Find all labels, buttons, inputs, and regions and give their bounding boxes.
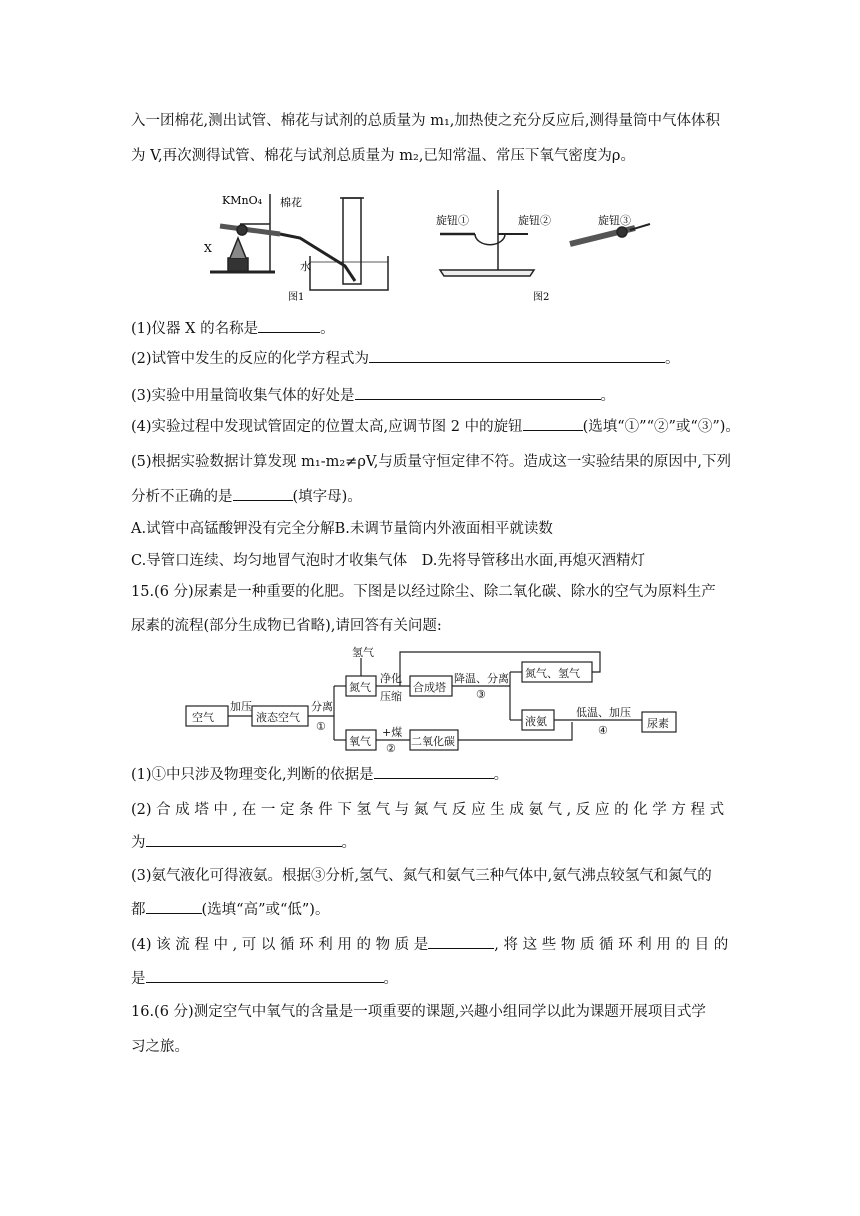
flow-hydrogen: 氢气 bbox=[352, 646, 374, 659]
flow-compress: 压缩 bbox=[380, 690, 402, 703]
figure-1 bbox=[200, 186, 400, 304]
s4-line1: (4) 该 流 程 中 , 可 以 循 环 利 用 的 物 质 是 , 将 这 些 物 质 循 环 利 用 的 目 的 bbox=[131, 934, 728, 955]
s1: (1)①中只涉及物理变化,判断的依据是 。 bbox=[131, 764, 508, 785]
q2: (2)试管中发生的反应的化学方程式为 。 bbox=[131, 348, 680, 369]
flow-purify: 净化 bbox=[380, 672, 402, 685]
knob2-label: 旋钮② bbox=[518, 214, 551, 227]
s2-line2: 为 。 bbox=[131, 832, 356, 853]
s4-line2: 是 。 bbox=[131, 968, 398, 989]
figure-1-caption: 图1 bbox=[288, 292, 305, 303]
q16-line2: 习之旅。 bbox=[131, 1039, 189, 1055]
flow-lowtemp: 低温、加压 bbox=[576, 706, 631, 719]
q15-line2: 尿素的流程(部分生成物已省略),请回答有关问题: bbox=[131, 618, 442, 634]
knob1-label: 旋钮① bbox=[436, 214, 469, 227]
q3: (3)实验中用量筒收集气体的好处是 。 bbox=[131, 385, 615, 406]
water-label: 水 bbox=[300, 260, 311, 273]
flow-liquid-air: 液态空气 bbox=[256, 711, 300, 724]
flow-tower: 合成塔 bbox=[413, 681, 446, 694]
flow-cool-sep: 降温、分离 bbox=[454, 672, 509, 685]
flow-pressurize: 加压 bbox=[230, 700, 252, 713]
urea-flow-diagram bbox=[180, 644, 700, 754]
line-p2: 为 V,再次测得试管、棉花与试剂总质量为 m₂,已知常温、常压下氧气密度为ρ。 bbox=[131, 148, 635, 164]
flow-c1: ① bbox=[316, 720, 326, 733]
cotton-label: 棉花 bbox=[280, 196, 302, 209]
q15-line1: 15.(6 分)尿素是一种重要的化肥。下图是以经过除尘、除二氧化碳、除水的空气为原料生产 bbox=[131, 584, 716, 600]
s2-line1: (2) 合 成 塔 中 , 在 一 定 条 件 下 氢 气 与 氮 气 反 应 生 成 氨 气 , 反 应 的 化 学 方 程 式 bbox=[131, 802, 725, 818]
flow-n2h2: 氮气、氢气 bbox=[525, 667, 580, 680]
q5-line2: 分析不正确的是 (填字母)。 bbox=[131, 486, 362, 507]
q4: (4)实验过程中发现试管固定的位置太高,应调节图 2 中的旋钮 (选填“①”“②”或“③”)。 bbox=[131, 416, 740, 437]
flow-nitrogen: 氮气 bbox=[349, 681, 371, 694]
knob3-label: 旋钮③ bbox=[598, 214, 631, 227]
options-ab: A.试管中高锰酸钾没有完全分解B.未调节量筒内外液面相平就读数 bbox=[131, 521, 553, 537]
flow-co2: 二氧化碳 bbox=[411, 735, 455, 748]
flow-separate: 分离 bbox=[311, 700, 333, 713]
flow-air: 空气 bbox=[192, 711, 214, 724]
figure-2 bbox=[430, 186, 660, 304]
flow-c4: ④ bbox=[598, 724, 608, 737]
line-p1: 入一团棉花,测出试管、棉花与试剂的总质量为 m₁,加热使之充分反应后,测得量筒中气体体积 bbox=[131, 113, 720, 129]
figure-2-caption: 图2 bbox=[533, 292, 550, 303]
flow-liq-nh3: 液氨 bbox=[525, 715, 547, 728]
flow-oxygen: 氧气 bbox=[349, 735, 371, 748]
flow-c3: ③ bbox=[476, 688, 486, 701]
q5-line1: (5)根据实验数据计算发现 m₁-m₂≠ρV,与质量守恒定律不符。造成这一实验结果的原因中,下列 bbox=[131, 454, 731, 470]
x-label: X bbox=[204, 242, 212, 255]
s3-line1: (3)氨气液化可得液氨。根据③分析,氢气、氮气和氨气三种气体中,氨气沸点较氢气和氮气的 bbox=[131, 868, 712, 884]
flow-coal: +煤 bbox=[382, 726, 403, 739]
q16-line1: 16.(6 分)测定空气中氧气的含量是一项重要的课题,兴趣小组同学以此为课题开展项目式学 bbox=[131, 1004, 706, 1020]
q1: (1)仪器 X 的名称是 。 bbox=[131, 318, 335, 339]
flow-urea: 尿素 bbox=[647, 717, 669, 730]
flow-c2: ② bbox=[386, 742, 396, 754]
options-cd: C.导管口连续、均匀地冒气泡时才收集气体 D.先将导管移出水面,再熄灭酒精灯 bbox=[131, 553, 646, 569]
s3-line2: 都 (选填“高”或“低”)。 bbox=[131, 899, 329, 920]
kmno4-label: KMnO₄ bbox=[222, 194, 262, 207]
